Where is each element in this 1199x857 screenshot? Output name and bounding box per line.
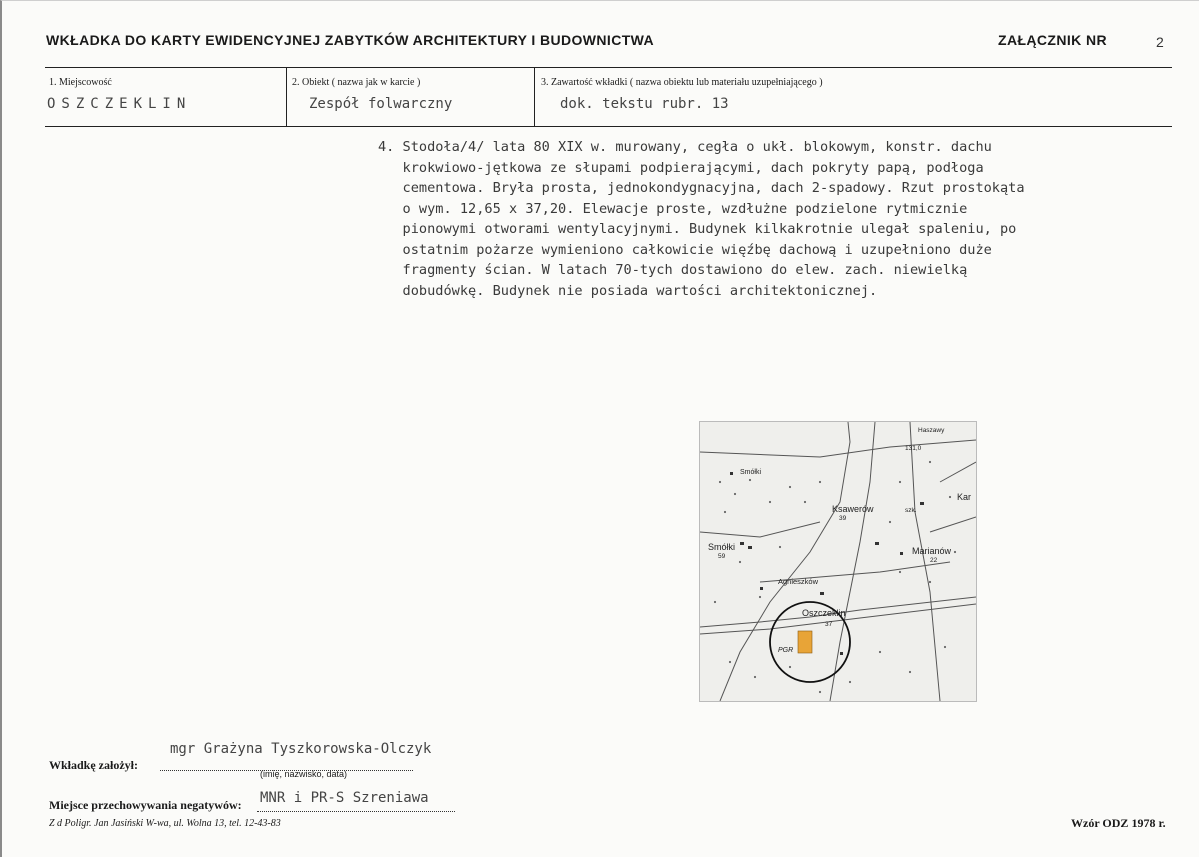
form-divider-2 [534,67,535,127]
description-line: dobudówkę. Budynek nie posiada wartości architektonicznej. [378,282,878,299]
map-label: Haszawy [918,427,945,434]
field-1-value: OSZCZEKLIN [47,96,192,112]
description-text [378,137,1158,301]
author-label: Wkładkę założył: [49,758,138,772]
author-name: mgr Grażyna Tyszkorowska-Olczyk [170,741,432,757]
map-label: 131,0 [905,445,922,452]
map-label: Ksawerów [832,504,874,514]
map-label: 37 [825,621,833,628]
field-2-value: Zespół folwarczny [309,96,453,112]
map-label: Smółki [708,542,736,552]
description-line: o wym. 12,65 x 37,20. Elewacje proste, wzdłużne podzielone rytmicznie [378,200,968,217]
map-label: PGR [778,647,794,654]
attachment-label: ZAŁĄCZNIK NR [998,32,1108,48]
field-2-label: 2. Obiekt ( nazwa jak w karcie ) [292,77,421,88]
description-line: krokwiowo-jętkowa ze słupami podpierającymi, dach pokryty papą, podłoga [378,159,984,176]
negatives-location: MNR i PR-S Szreniawa [260,790,429,806]
sheet-title: WKŁADKA DO KARTY EWIDENCYJNEJ ZABYTKÓW ARCHITEKTURY I BUDOWNICTWA [46,32,655,48]
description-line: 4. Stodoła/4/ lata 80 XIX w. murowany, cegła o ukł. blokowym, konstr. dachu [378,139,992,155]
map-label: Smółki [740,469,762,476]
map-label: Agnieszków [778,577,819,586]
form-bottom-rule [45,126,1172,127]
description-line: cementowa. Bryła prosta, jednokondygnacyjna, dach 2-spadowy. Rzut prostokąta [378,180,1025,196]
map-label: Kar [957,492,972,502]
map-label: Marianów [912,546,952,556]
description-line: pionowymi otworami wentylacyjnymi. Budynek kilkakrotnie ulegał spaleniu, po [378,221,1017,237]
map-label: szk. [905,507,917,514]
field-1-label: 1. Miejscowość [49,77,112,88]
form-top-rule [45,67,1172,68]
field-3-label: 3. Zawartość wkładki ( nazwa obiektu lub materiału uzupełniającego ) [541,77,823,88]
negatives-label: Miejsce przechowywania negatywów: [49,798,242,812]
negatives-dotted-line [257,811,455,812]
map-drawing [700,422,976,701]
map-label: 39 [839,515,847,522]
form-divider-1 [286,67,287,127]
attachment-number: 2 [1156,34,1164,50]
map-label: 22 [930,557,938,564]
field-3-value: dok. tekstu rubr. 13 [560,96,729,112]
form-template-id: Wzór ODZ 1978 r. [1071,816,1166,830]
description-line: fragmenty ścian. W latach 70-tych dostawiono do elew. zach. niewielką [378,262,968,278]
map-label: Oszczeklin [802,608,846,618]
description-line: ostatnim pożarze wymieniono całkowicie więźbę dachową i uzupełniono duże [378,241,992,258]
printer-imprint: Z d Poligr. Jan Jasiński W-wa, ul. Wolna 13, tel. 12-43-83 [49,818,281,829]
location-map [699,421,977,702]
author-hint: (imię, nazwisko, data) [260,769,348,779]
site-highlight [798,631,812,653]
map-label: 59 [718,553,726,560]
